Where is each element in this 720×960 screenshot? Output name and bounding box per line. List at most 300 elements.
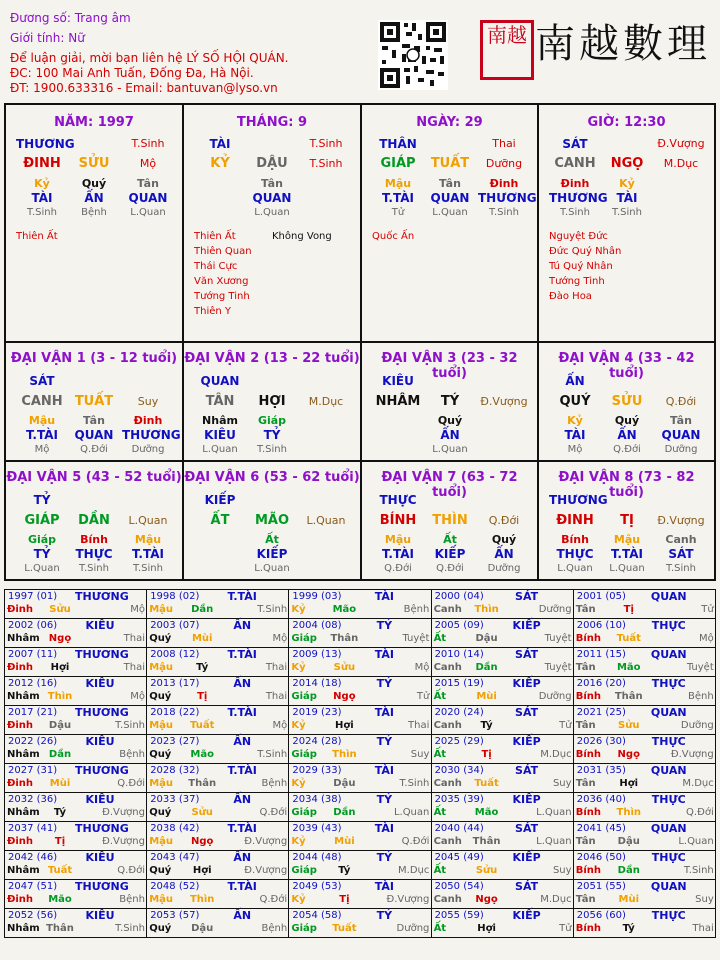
hidden-stem: Kỷ bbox=[567, 414, 583, 427]
pillar-branch-stage: Dưỡng bbox=[485, 157, 523, 170]
annual-ten-god: TÀI bbox=[374, 880, 394, 893]
annual-row bbox=[5, 706, 716, 735]
dai-van-stage: L.Quan bbox=[128, 514, 168, 527]
annual-stage: Đ.Vượng bbox=[244, 836, 288, 847]
annual-year: 2036 (40) bbox=[576, 794, 626, 805]
hidden-ten-god: T.TÀI bbox=[382, 191, 414, 205]
annual-year: 1999 (03) bbox=[292, 591, 342, 602]
annual-ten-god: KIÊU bbox=[85, 735, 115, 748]
annual-year: 1998 (02) bbox=[150, 591, 200, 602]
hidden-stage: Tử bbox=[391, 207, 405, 218]
annual-ten-god: T.TÀI bbox=[227, 706, 257, 719]
annual-branch: Thân bbox=[614, 691, 643, 702]
annual-year: 2009 (13) bbox=[292, 649, 342, 660]
annual-stage: Thai bbox=[265, 662, 288, 673]
annual-year: 2045 (49) bbox=[434, 852, 484, 863]
hidden-ten-god: TỶ bbox=[33, 547, 51, 561]
annual-ten-god: TÀI bbox=[374, 822, 394, 835]
annual-cell bbox=[147, 619, 289, 648]
annual-stage: Tuyệt bbox=[686, 662, 714, 673]
annual-branch: Thân bbox=[330, 633, 359, 644]
hidden-ten-god: TÀI bbox=[564, 428, 586, 442]
annual-cell bbox=[289, 851, 431, 880]
annual-branch: Hợi bbox=[477, 923, 496, 934]
annual-stage: Bệnh bbox=[261, 778, 288, 789]
pillar-heavenly-stem: ĐINH bbox=[23, 156, 61, 171]
annual-stage: T.Sinh bbox=[683, 865, 714, 876]
annual-stem: Đinh bbox=[7, 836, 34, 847]
hidden-stage: Mộ bbox=[34, 444, 50, 455]
annual-ten-god: KIẾP bbox=[512, 793, 541, 806]
annual-year: 2047 (51) bbox=[8, 881, 58, 892]
annual-year: 2046 (50) bbox=[576, 852, 626, 863]
qr-code-icon bbox=[378, 20, 448, 90]
annual-branch: Mão bbox=[190, 749, 214, 760]
annual-stem: Ất bbox=[433, 807, 447, 818]
annual-cell bbox=[573, 764, 715, 793]
annual-ten-god: ẤN bbox=[233, 909, 252, 922]
annual-ten-god: TỶ bbox=[376, 735, 393, 748]
hidden-ten-god: SÁT bbox=[668, 547, 694, 561]
annual-branch: Dần bbox=[333, 807, 356, 818]
hidden-stem: Tân bbox=[439, 177, 461, 190]
annual-ten-god: KIẾP bbox=[512, 619, 541, 632]
annual-stage: Mộ bbox=[414, 662, 430, 673]
hidden-stage: T.Sinh bbox=[133, 563, 163, 574]
hidden-stem: Quý bbox=[614, 414, 640, 427]
annual-stage: Q.Đới bbox=[259, 807, 288, 818]
hidden-stem: Đinh bbox=[560, 177, 590, 190]
annual-row bbox=[5, 677, 716, 706]
annual-stage: Thai bbox=[692, 923, 714, 934]
annual-branch: Tý bbox=[480, 720, 493, 731]
annual-stage: Tử bbox=[559, 923, 572, 934]
annual-stem: Ất bbox=[433, 633, 447, 644]
annual-cell bbox=[289, 677, 431, 706]
dai-van-ten-god: KIẾP bbox=[204, 493, 236, 507]
annual-year: 2043 (47) bbox=[150, 852, 200, 863]
annual-stem: Đinh bbox=[7, 778, 34, 789]
annual-branch: Sửu bbox=[475, 865, 498, 876]
annual-cell bbox=[289, 648, 431, 677]
dai-van-panel bbox=[539, 462, 714, 580]
annual-row bbox=[5, 590, 716, 619]
dai-van-stem: ẤT bbox=[210, 513, 230, 528]
annual-stage: T.Sinh bbox=[257, 749, 288, 760]
dai-van-branch: MÃO bbox=[254, 513, 290, 528]
hidden-stage: T.Sinh bbox=[79, 563, 109, 574]
annual-ten-god: SÁT bbox=[515, 880, 539, 893]
annual-stage: Mộ bbox=[699, 633, 714, 644]
annual-stem: Ất bbox=[433, 865, 447, 876]
annual-branch: Sửu bbox=[49, 604, 71, 615]
dai-van-stem: NHÂM bbox=[375, 394, 421, 409]
annual-cell bbox=[289, 793, 431, 822]
annual-stage: Tử bbox=[559, 720, 572, 731]
annual-branch: Dần bbox=[617, 865, 640, 876]
annual-branch: Tuất bbox=[332, 923, 357, 934]
annual-year: 2033 (37) bbox=[150, 794, 200, 805]
star-item: Thái Cực bbox=[194, 261, 238, 272]
annual-cell bbox=[573, 677, 715, 706]
dai-van-stem: BÍNH bbox=[379, 513, 417, 528]
annual-year: 2030 (34) bbox=[434, 765, 484, 776]
annual-stage: Dưỡng bbox=[538, 604, 572, 615]
annual-row bbox=[5, 648, 716, 677]
pillar-ten-god: TÀI bbox=[209, 137, 231, 151]
dai-van-panel bbox=[184, 343, 360, 461]
hidden-stage: Dưỡng bbox=[131, 444, 165, 455]
hidden-stem: Quý bbox=[491, 533, 517, 546]
annual-cell bbox=[147, 822, 289, 851]
contact-address: ĐC: 100 Mai Anh Tuấn, Đống Đa, Hà Nội. bbox=[10, 66, 254, 80]
annual-cell bbox=[573, 909, 715, 938]
hidden-stage: L.Quan bbox=[24, 563, 60, 574]
hidden-stage: T.Sinh bbox=[489, 207, 519, 218]
annual-stage: T.Sinh bbox=[115, 720, 145, 731]
dai-van-branch: TUẤT bbox=[74, 394, 114, 409]
hidden-stem: Ất bbox=[265, 533, 279, 546]
annual-year: 2051 (55) bbox=[576, 881, 626, 892]
annual-branch: Thân bbox=[46, 923, 74, 934]
annual-ten-god: SÁT bbox=[515, 822, 539, 835]
annual-stem: Quý bbox=[149, 691, 172, 702]
annual-branch: Ngọ bbox=[617, 749, 640, 760]
hidden-stem: Quý bbox=[81, 177, 107, 190]
hidden-stage: Q.Đới bbox=[384, 563, 412, 574]
annual-stage: M.Dục bbox=[540, 894, 572, 905]
annual-cell bbox=[573, 735, 715, 764]
annual-cell bbox=[573, 590, 715, 619]
hidden-ten-god: THƯƠNG bbox=[478, 191, 537, 205]
annual-year: 2021 (25) bbox=[576, 707, 626, 718]
annual-stem: Quý bbox=[149, 807, 172, 818]
annual-ten-god: SÁT bbox=[515, 590, 539, 603]
dai-van-branch: THÌN bbox=[432, 513, 468, 528]
annual-stage: Thai bbox=[408, 720, 430, 731]
pillar-panel bbox=[362, 105, 537, 341]
annual-branch: Mão bbox=[616, 662, 641, 673]
pillar-title: NĂM: 1997 bbox=[54, 115, 134, 130]
annual-stem: Đinh bbox=[7, 662, 34, 673]
annual-ten-god: QUAN bbox=[650, 706, 687, 719]
annual-branch: Tị bbox=[197, 691, 208, 702]
dai-van-stem: CANH bbox=[21, 394, 63, 409]
annual-stem: Giáp bbox=[291, 865, 317, 876]
annual-ten-god: QUAN bbox=[650, 648, 687, 661]
annual-cell bbox=[5, 880, 147, 909]
annual-year: 2038 (42) bbox=[150, 823, 200, 834]
annual-year: 2042 (46) bbox=[8, 852, 58, 863]
hidden-stage: L.Quan bbox=[557, 563, 593, 574]
hidden-ten-god: QUAN bbox=[252, 191, 292, 205]
annual-cell bbox=[5, 619, 147, 648]
annual-stem: Tân bbox=[575, 604, 596, 615]
bazi-chart-grid bbox=[4, 103, 716, 581]
hidden-ten-god: THỰC bbox=[556, 547, 594, 561]
annual-ten-god: THƯƠNG bbox=[75, 590, 129, 603]
hidden-ten-god: KIẾP bbox=[256, 547, 288, 561]
dai-van-title: ĐẠI VẬN 3 (23 - 32 tuổi) bbox=[381, 351, 518, 381]
hidden-ten-god: T.TÀI bbox=[382, 547, 414, 561]
annual-branch: Ngọ bbox=[333, 691, 356, 702]
annual-stem: Bính bbox=[575, 865, 602, 876]
annual-year: 2055 (59) bbox=[434, 910, 484, 921]
annual-branch: Dậu bbox=[333, 778, 356, 789]
star-item: Không Vong bbox=[272, 231, 332, 242]
annual-stem: Mậu bbox=[149, 778, 174, 789]
annual-stem: Kỷ bbox=[291, 778, 306, 789]
annual-branch: Hợi bbox=[619, 778, 639, 789]
annual-branch: Tuất bbox=[616, 633, 641, 644]
annual-cell bbox=[289, 590, 431, 619]
star-item: Đào Hoa bbox=[549, 291, 592, 302]
hidden-stem: Giáp bbox=[257, 414, 287, 427]
annual-year: 2007 (11) bbox=[8, 649, 58, 660]
annual-branch: Mão bbox=[48, 894, 72, 905]
annual-ten-god: TỶ bbox=[376, 851, 393, 864]
annual-year: 2014 (18) bbox=[292, 678, 342, 689]
annual-stage: Thai bbox=[123, 662, 145, 673]
annual-stem: Canh bbox=[433, 778, 462, 789]
dai-van-panel bbox=[6, 343, 182, 461]
annual-stage: Đ.Vượng bbox=[244, 865, 288, 876]
annual-stage: Tử bbox=[701, 604, 714, 615]
annual-stage: Mộ bbox=[130, 691, 145, 702]
annual-branch: Hợi bbox=[335, 720, 354, 731]
hidden-stage: L.Quan bbox=[254, 207, 290, 218]
hidden-stem: Kỷ bbox=[619, 177, 635, 190]
annual-cell bbox=[5, 909, 147, 938]
dai-van-title: ĐẠI VẬN 2 (13 - 22 tuổi) bbox=[184, 351, 360, 366]
annual-cell bbox=[431, 851, 573, 880]
annual-ten-god: QUAN bbox=[650, 880, 687, 893]
hidden-ten-god: TÀI bbox=[31, 191, 53, 205]
annual-year: 2013 (17) bbox=[150, 678, 200, 689]
hidden-stage: T.Sinh bbox=[257, 444, 287, 455]
annual-year: 2037 (41) bbox=[8, 823, 58, 834]
hidden-stage: L.Quan bbox=[254, 563, 290, 574]
hidden-ten-god: ẤN bbox=[84, 191, 104, 205]
annual-year: 2012 (16) bbox=[8, 678, 58, 689]
annual-branch: Mùi bbox=[49, 778, 71, 789]
dai-van-stem: QUÝ bbox=[559, 394, 591, 409]
annual-stem: Canh bbox=[433, 836, 462, 847]
hidden-stem: Tân bbox=[261, 177, 283, 190]
annual-ten-god: THƯƠNG bbox=[75, 880, 129, 893]
annual-stem: Giáp bbox=[291, 807, 317, 818]
annual-row bbox=[5, 619, 716, 648]
annual-year: 2019 (23) bbox=[292, 707, 342, 718]
dai-van-ten-god: THƯƠNG bbox=[549, 493, 608, 507]
annual-year: 2027 (31) bbox=[8, 765, 58, 776]
pillar-earthly-branch: TUẤT bbox=[430, 156, 470, 171]
dai-van-panel bbox=[362, 462, 537, 580]
logo-text: 南越數理 bbox=[535, 21, 711, 67]
annual-year: 2044 (48) bbox=[292, 852, 342, 863]
annual-ten-god: KIÊU bbox=[85, 793, 115, 806]
annual-stem: Mậu bbox=[149, 720, 174, 731]
annual-cell bbox=[431, 793, 573, 822]
annual-stage: Q.Đới bbox=[686, 807, 714, 818]
annual-stem: Mậu bbox=[149, 662, 174, 673]
annual-stem: Quý bbox=[149, 633, 172, 644]
annual-stem: Đinh bbox=[7, 720, 34, 731]
annual-year: 2040 (44) bbox=[434, 823, 484, 834]
red-seal-stamp: 南越 bbox=[480, 20, 534, 80]
annual-year: 2053 (57) bbox=[150, 910, 200, 921]
contact-phone-email: ĐT: 1900.633316 - Email: bantuvan@lyso.vn bbox=[10, 81, 278, 95]
hidden-stage: Mộ bbox=[567, 444, 583, 455]
star-item: Tú Quý Nhân bbox=[549, 261, 613, 272]
annual-year: 2048 (52) bbox=[150, 881, 200, 892]
annual-year: 2001 (05) bbox=[576, 591, 626, 602]
annual-stem: Tân bbox=[575, 662, 596, 673]
annual-year: 2005 (09) bbox=[434, 620, 484, 631]
annual-ten-god: TỶ bbox=[376, 677, 393, 690]
annual-cell bbox=[431, 648, 573, 677]
annual-year: 2052 (56) bbox=[8, 910, 58, 921]
annual-cell bbox=[147, 909, 289, 938]
annual-ten-god: TÀI bbox=[374, 706, 394, 719]
annual-ten-god: KIẾP bbox=[512, 677, 541, 690]
annual-stage: T.Sinh bbox=[115, 923, 145, 934]
annual-year: 2024 (28) bbox=[292, 736, 342, 747]
annual-ten-god: THỰC bbox=[651, 735, 686, 748]
pillar-earthly-branch: SỬU bbox=[78, 156, 110, 171]
annual-year: 2002 (06) bbox=[8, 620, 58, 631]
annual-stem: Bính bbox=[575, 633, 602, 644]
annual-cell bbox=[147, 706, 289, 735]
annual-stage: Suy bbox=[695, 894, 714, 905]
hidden-ten-god: T.TÀI bbox=[611, 547, 643, 561]
annual-stem: Bính bbox=[575, 807, 602, 818]
annual-branch: Mão bbox=[332, 604, 357, 615]
dai-van-branch: HỢI bbox=[258, 394, 286, 409]
dai-van-stage: M.Dục bbox=[308, 395, 344, 408]
hidden-stage: Dưỡng bbox=[664, 444, 698, 455]
dai-van-title: ĐẠI VẬN 5 (43 - 52 tuổi) bbox=[6, 470, 182, 485]
hidden-ten-god: THỰC bbox=[75, 547, 113, 561]
annual-cell bbox=[573, 619, 715, 648]
annual-ten-god: ẤN bbox=[233, 735, 252, 748]
annual-ten-god: THƯƠNG bbox=[75, 764, 129, 777]
hidden-ten-god: QUAN bbox=[74, 428, 114, 442]
annual-stage: Q.Đới bbox=[117, 778, 145, 789]
annual-ten-god: SÁT bbox=[515, 648, 539, 661]
dai-van-stem: TÂN bbox=[205, 394, 235, 409]
annual-ten-god: THƯƠNG bbox=[75, 648, 129, 661]
annual-row bbox=[5, 764, 716, 793]
annual-stage: Tuyệt bbox=[544, 633, 572, 644]
annual-cell bbox=[431, 706, 573, 735]
annual-stem: Kỷ bbox=[291, 720, 306, 731]
annual-ten-god: THỰC bbox=[651, 619, 686, 632]
annual-branch: Mùi bbox=[618, 894, 639, 905]
annual-stem: Nhâm bbox=[7, 633, 40, 644]
annual-year: 2050 (54) bbox=[434, 881, 484, 892]
annual-ten-god: T.TÀI bbox=[227, 880, 257, 893]
annual-year: 1997 (01) bbox=[8, 591, 58, 602]
annual-stage: Bệnh bbox=[261, 923, 288, 934]
annual-stem: Kỷ bbox=[291, 604, 306, 615]
pillar-top-stage: Đ.Vượng bbox=[657, 137, 705, 150]
dai-van-ten-god: THỰC bbox=[379, 493, 417, 507]
hidden-stage: Dưỡng bbox=[487, 563, 521, 574]
annual-stem: Canh bbox=[433, 604, 462, 615]
hidden-stem: Tân bbox=[670, 414, 692, 427]
annual-branch: Sửu bbox=[618, 720, 640, 731]
annual-stage: Dưỡng bbox=[396, 923, 430, 934]
annual-year: 2023 (27) bbox=[150, 736, 200, 747]
dai-van-branch: TỊ bbox=[620, 513, 634, 528]
annual-ten-god: T.TÀI bbox=[227, 822, 257, 835]
annual-stem: Quý bbox=[149, 865, 172, 876]
annual-branch: Thìn bbox=[189, 894, 215, 905]
annual-year: 2031 (35) bbox=[576, 765, 626, 776]
annual-year: 2016 (20) bbox=[576, 678, 626, 689]
dai-van-panel bbox=[6, 462, 182, 580]
hidden-stem: Kỷ bbox=[34, 177, 50, 190]
annual-cell bbox=[573, 880, 715, 909]
pillar-earthly-branch: DẬU bbox=[256, 156, 288, 171]
dai-van-panel bbox=[184, 462, 360, 580]
hidden-ten-god: THƯƠNG bbox=[549, 191, 608, 205]
annual-cell bbox=[431, 619, 573, 648]
pillar-panel bbox=[184, 105, 360, 341]
star-item: Đức Quý Nhân bbox=[549, 246, 622, 257]
annual-stem: Kỷ bbox=[291, 894, 306, 905]
annual-stem: Mậu bbox=[149, 894, 174, 905]
hidden-stage: T.Sinh bbox=[666, 563, 696, 574]
annual-branch: Tuất bbox=[47, 865, 73, 876]
annual-branch: Dần bbox=[475, 662, 498, 673]
annual-cell bbox=[147, 764, 289, 793]
annual-stage: Suy bbox=[410, 749, 430, 760]
annual-cell bbox=[147, 648, 289, 677]
hidden-stage: Bệnh bbox=[81, 207, 107, 218]
annual-year: 2015 (19) bbox=[434, 678, 484, 689]
annual-branch: Thìn bbox=[332, 749, 357, 760]
annual-branch: Tị bbox=[339, 894, 350, 905]
annual-stem: Ất bbox=[433, 923, 447, 934]
annual-branch: Hợi bbox=[192, 865, 212, 876]
dai-van-stage: Đ.Vượng bbox=[480, 395, 528, 408]
gender: Giới tính: Nữ bbox=[10, 31, 85, 45]
annual-stem: Bính bbox=[575, 749, 602, 760]
hidden-stage: Q.Đới bbox=[436, 563, 464, 574]
pillar-heavenly-stem: CANH bbox=[554, 156, 596, 171]
annual-stage: Suy bbox=[552, 778, 572, 789]
annual-year: 2010 (14) bbox=[434, 649, 484, 660]
annual-stem: Quý bbox=[149, 749, 172, 760]
dai-van-stem: GIÁP bbox=[24, 513, 60, 528]
hidden-ten-god: QUAN bbox=[430, 191, 470, 205]
pillar-ten-god: THƯƠNG bbox=[16, 137, 75, 151]
hidden-stem: Bính bbox=[561, 533, 589, 546]
annual-stem: Bính bbox=[575, 691, 602, 702]
annual-stem: Tân bbox=[575, 778, 596, 789]
annual-cell bbox=[147, 880, 289, 909]
annual-branch: Ngọ bbox=[190, 836, 214, 847]
annual-cell bbox=[289, 880, 431, 909]
annual-stage: Đ.Vượng bbox=[102, 836, 145, 847]
annual-cell bbox=[289, 706, 431, 735]
annual-ten-god: T.TÀI bbox=[227, 648, 257, 661]
annual-branch: Dần bbox=[48, 749, 72, 760]
annual-branch: Mùi bbox=[476, 691, 497, 702]
pillar-top-stage: Thai bbox=[492, 137, 516, 150]
